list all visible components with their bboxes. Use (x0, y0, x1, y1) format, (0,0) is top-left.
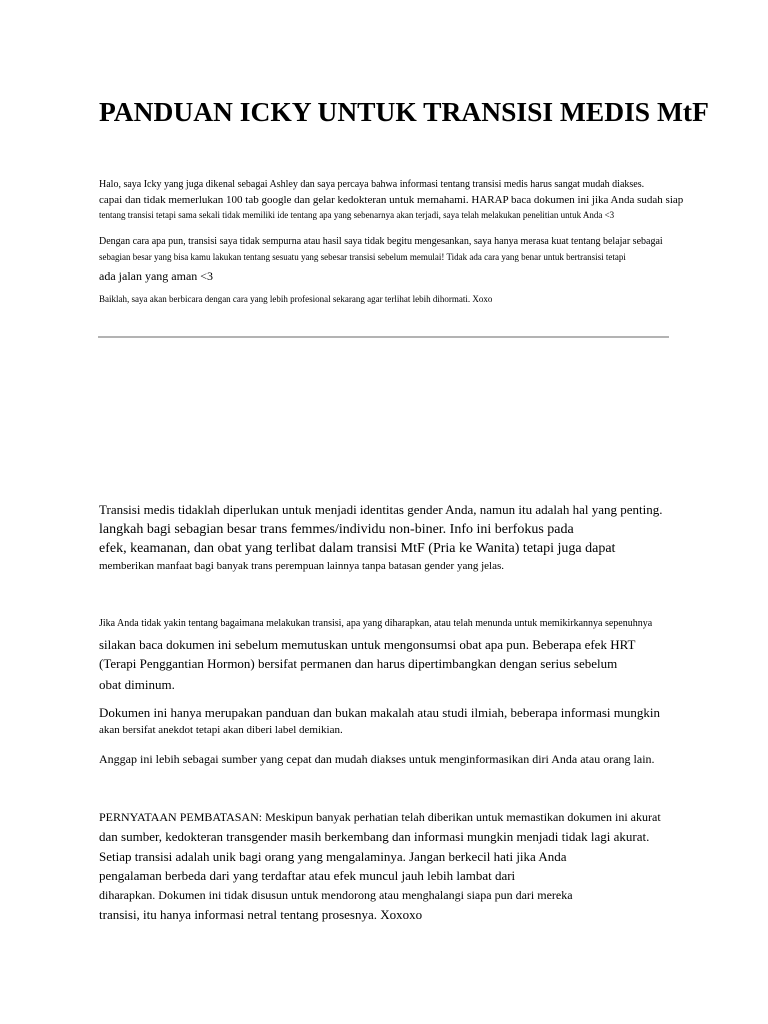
body-line: (Terapi Penggantian Hormon) bersifat permanen dan harus dipertimbangkan dengan serius sebelum (99, 656, 618, 671)
intro-line: capai dan tidak memerlukan 100 tab google dan gelar kedokteran untuk memahami. HARAP baca dokumen ini jika Anda sudah siap (99, 194, 684, 206)
body-line: efek, keamanan, dan obat yang terlibat dalam transisi MtF (Pria ke Wanita) tetapi juga dapat (99, 541, 616, 556)
intro-line: Halo, saya Icky yang juga dikenal sebagai Ashley dan saya percaya bahwa informasi tentang transisi medis harus sangat mudah diakses. (99, 179, 645, 190)
intro-line: Dengan cara apa pun, transisi saya tidak sempurna atau hasil saya tidak begitu mengesankan, saya hanya merasa kuat tentang belajar sebagai (99, 236, 663, 247)
disclaimer-line: Setiap transisi adalah unik bagi orang yang mengalaminya. Jangan berkecil hati jika Anda (99, 849, 567, 864)
intro-line: sebagian besar yang bisa kamu lakukan tentang sesuatu yang sebesar transisi sebelum memulai! Tidak ada cara yang benar untuk bertransisi tetapi (99, 252, 626, 262)
body-line: Anggap ini lebih sebagai sumber yang cepat dan mudah diakses untuk menginformasikan diri Anda atau orang lain. (99, 752, 655, 766)
body-line: Jika Anda tidak yakin tentang bagaimana melakukan transisi, apa yang diharapkan, atau telah menunda untuk memikirkannya sepenuhnya (99, 618, 653, 629)
intro-line: tentang transisi tetapi sama sekali tidak memiliki ide tentang apa yang sebenarnya akan terjadi, saya telah melakukan penelitian untuk Anda <3 (99, 210, 615, 220)
disclaimer-line: transisi, itu hanya informasi netral tentang prosesnya. Xoxoxo (99, 907, 423, 922)
body-line: memberikan manfaat bagi banyak trans perempuan lainnya tanpa batasan gender yang jelas. (99, 560, 505, 572)
body-line: langkah bagi sebagian besar trans femmes/individu non-biner. Info ini berfokus pada (99, 522, 574, 537)
document-title: PANDUAN ICKY UNTUK TRANSISI MEDIS MtF (99, 96, 709, 127)
intro-line: Baiklah, saya akan berbicara dengan cara yang lebih profesional sekarang agar terlihat lebih dihormati. Xoxo (99, 294, 493, 304)
body-line: akan bersifat anekdot tetapi akan diberi label demikian. (99, 724, 343, 736)
disclaimer-line: dan sumber, kedokteran transgender masih berkembang dan informasi mungkin menjadi tidak lagi akurat. (99, 829, 650, 844)
body-line: obat diminum. (99, 677, 175, 692)
body-line: Dokumen ini hanya merupakan panduan dan bukan makalah atau studi ilmiah, beberapa informasi mungkin (99, 705, 661, 720)
disclaimer-line: pengalaman berbeda dari yang terdaftar atau efek muncul jauh lebih lambat dari (99, 868, 516, 883)
body-line: Transisi medis tidaklah diperlukan untuk menjadi identitas gender Anda, namun itu adalah hal yang penting. (99, 502, 663, 517)
section-divider (98, 336, 669, 338)
body-line: silakan baca dokumen ini sebelum memutuskan untuk mengonsumsi obat apa pun. Beberapa efek HRT (99, 637, 636, 652)
disclaimer-line: diharapkan. Dokumen ini tidak disusun untuk mendorong atau menghalangi siapa pun dari mereka (99, 888, 573, 902)
intro-line: ada jalan yang aman <3 (99, 269, 214, 283)
disclaimer-line: PERNYATAAN PEMBATASAN: Meskipun banyak perhatian telah diberikan untuk memastikan dokumen ini akurat (99, 810, 661, 824)
